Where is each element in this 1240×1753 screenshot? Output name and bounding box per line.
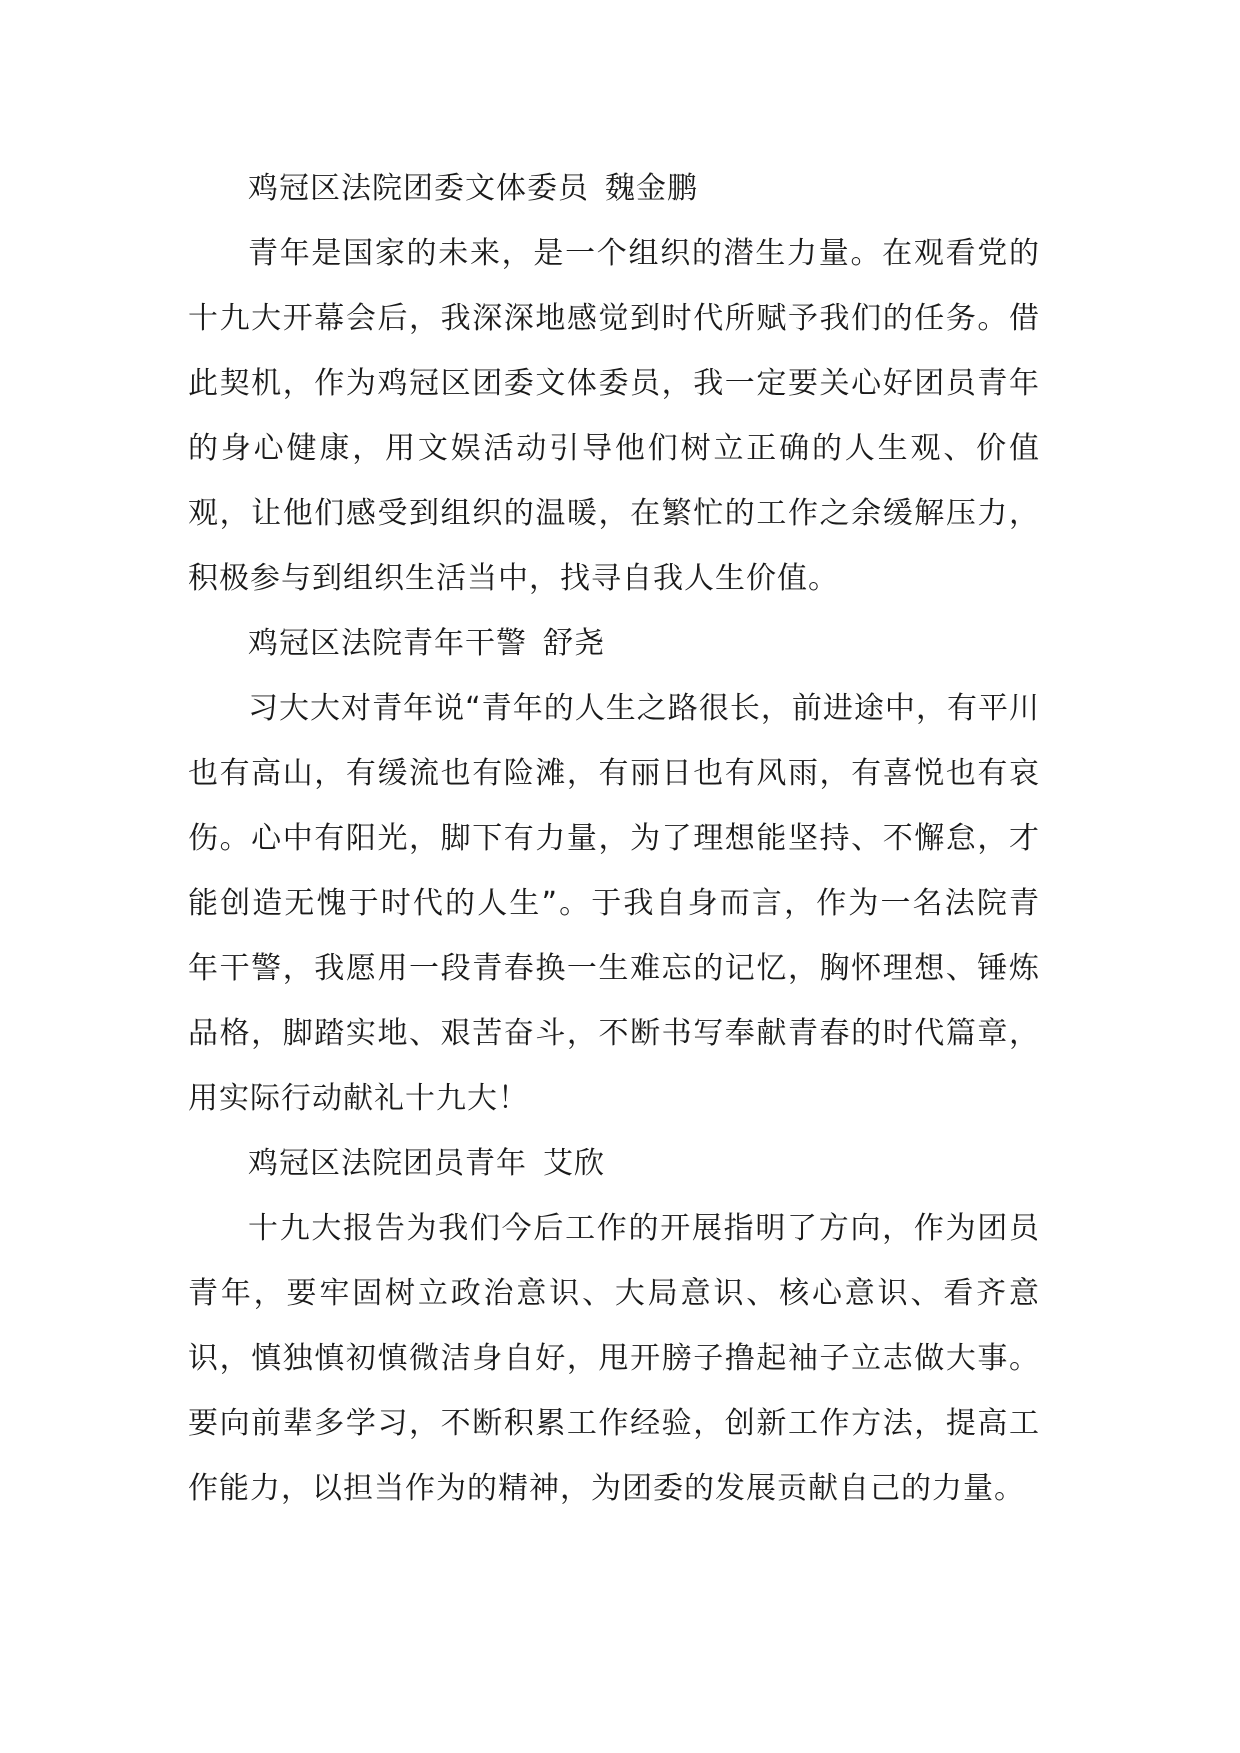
author-title: 鸡冠区法院青年干警 [248,626,527,661]
author-name: 艾欣 [543,1146,605,1181]
author-line [188,156,1040,221]
author-title: 鸡冠区法院团员青年 [248,1146,527,1181]
paragraph: 十九大报告为我们今后工作的开展指明了方向，作为团员青年，要牢固树立政治意识、大局意识、核心意识、看齐意识，慎独慎初慎微洁身自好，甩开膀子撸起袖子立志做大事。要向前辈多学习，不断积累工作经验，创新工作方法，提高工作能力，以担当作为的精神，为团委的发展贡献自己的力量。 [188,1211,1040,1506]
author-title: 鸡冠区法院团委文体委员 [248,171,589,206]
author-name: 魏金鹏 [605,171,698,206]
author-name: 舒尧 [543,626,605,661]
author-line [188,611,1040,676]
paragraph: 青年是国家的未来，是一个组织的潜生力量。在观看党的十九大开幕会后，我深深地感觉到时代所赋予我们的任务。借此契机，作为鸡冠区团委文体委员，我一定要关心好团员青年的身心健康，用文娱活动引导他们树立正确的人生观、价值观，让他们感受到组织的温暖，在繁忙的工作之余缓解压力，积极参与到组织生活当中，找寻自我人生价值。 [188,236,1040,596]
author-line [188,1131,1040,1196]
document-body [188,156,1040,1521]
paragraph: 习大大对青年说“青年的人生之路很长，前进途中，有平川也有高山，有缓流也有险滩，有丽日也有风雨，有喜悦也有哀伤。心中有阳光，脚下有力量，为了理想能坚持、不懈怠，才能创造无愧于时代的人生”。于我自身而言，作为一名法院青年干警，我愿用一段青春换一生难忘的记忆，胸怀理想、锤炼品格，脚踏实地、艰苦奋斗，不断书写奉献青春的时代篇章，用实际行动献礼十九大！ [188,691,1040,1116]
